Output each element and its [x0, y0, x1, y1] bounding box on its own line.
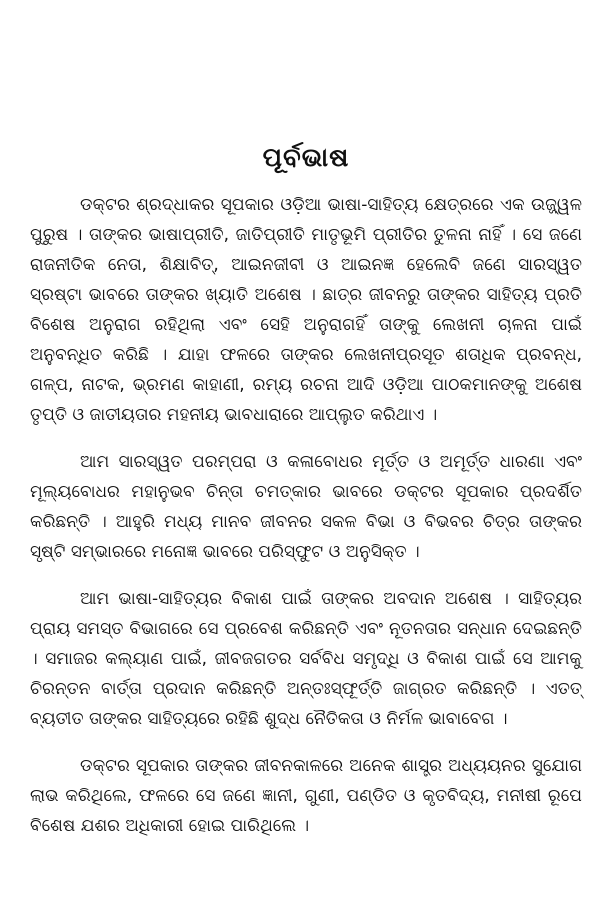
body-text: [30, 190, 582, 841]
paragraph-3: ଆମ ଭାଷା-ସାହିତ୍ୟର ବିକାଶ ପାଇଁ ତାଙ୍କର ଅବଦାନ ଅଶେଷ । ସାହିତ୍ୟର ପ୍ରାୟ ସମସ୍ତ ବିଭାଗରେ ସେ ପ୍ରବେଶ କରିଛନ୍ତି ଏବଂ ନୂତନତାର ସନ୍ଧାନ ଦେଇଛନ୍ତି । ସମାଜର କଲ୍ୟାଣ ପାଇଁ, ଜୀବଜଗତର ସର୍ବବିଧ ସମୃଦ୍ଧି ଓ ବିକାଶ ପାଇଁ ସେ ଆମକୁ ଚିରନ୍ତନ ବାର୍ତ୍ତା ପ୍ରଦାନ କରିଛନ୍ତି ଅନ୍ତଃସ୍ଫୂର୍ତ୍ତି ଜାଗ୍ରତ କରିଛନ୍ତି । ଏତତ୍‌ ବ୍ୟତୀତ ତାଙ୍କର ସାହିତ୍ୟରେ ରହିଛି ଶୁଦ୍ଧ ନୈତିକତା ଓ ନିର୍ମଳ ଭାବାବେଗ ।: [30, 589, 582, 729]
paragraph-2: ଆମ ସାରସ୍ୱତ ପରମ୍ପରା ଓ କଳାବୋଧର ମୂର୍ତ୍ତ ଓ ଅମୂର୍ତ୍ତ ଧାରଣା ଏବଂ ମୂଲ୍ୟବୋଧର ମହାନୁଭବ ଚିନ୍ତା ଚମତ୍କାର ଭାବରେ ଡକ୍ଟର ସୂପକାର ପ୍ରଦର୍ଶିତ କରିଛନ୍ତି । ଆହୁରି ମଧ୍ୟ ମାନବ ଜୀବନର ସକଳ ବିଭା ଓ ବିଭବର ଚିତ୍ର ତାଙ୍କର ସୃଷ୍ଟି ସମ୍ଭାରରେ ମନୋଜ୍ଞ ଭାବରେ ପରିସ୍ଫୁଟ ଓ ଅନୁସିକ୍ତ ।: [30, 452, 582, 562]
paragraph-4: ଡକ୍ଟର ସୂପକାର ତାଙ୍କର ଜୀବନକାଳରେ ଅନେକ ଶାସ୍ତ୍ର ଅଧ୍ୟୟନର ସୁଯୋଗ ଲାଭ କରିଥିଲେ, ଫଳରେ ସେ ଜଣେ ଜ୍ଞାନୀ, ଗୁଣୀ, ପଣ୍ଡିତ ଓ କୃତବିଦ୍ୟ, ମନୀଷୀ ରୂପେ ବିଶେଷ ଯଶର ଅଧିକାରୀ ହୋଇ ପାରିଥିଲେ ।: [30, 756, 582, 836]
page-title: ପୂର୍ବଭାଷ: [262, 143, 350, 173]
paragraph-1: ଡକ୍ଟର ଶ୍ରଦ୍ଧାକର ସୂପକାର ଓଡ଼ିଆ ଭାଷା-ସାହିତ୍ୟ କ୍ଷେତ୍ରରେ ଏକ ଉଜ୍ଜ୍ୱଳ ପୁରୁଷ । ତାଙ୍କର ଭାଷାପ୍ରୀତି, ଜାତିପ୍ରୀତି ମାତୃଭୂମି ପ୍ରୀତିର ତୁଳନା ନାହିଁ । ସେ ଜଣେ ରାଜନୀତିକ ନେତା, ଶିକ୍ଷାବିତ୍‌, ଆଇନଜୀବୀ ଓ ଆଇନଜ୍ଞ ହେଲେବି ଜଣେ ସାରସ୍ୱତ ସ୍ରଷ୍ଟା ଭାବରେ ତାଙ୍କର ଖ୍ୟାତି ଅଶେଷ । ଛାତ୍ର ଜୀବନରୁ ତାଙ୍କର ସାହିତ୍ୟ ପ୍ରତି ବିଶେଷ ଅନୁରାଗ ରହିଥିଲା ଏବଂ ସେହି ଅନୁରାଗହିଁ ତାଙ୍କୁ ଲେଖନୀ ଚାଳନା ପାଇଁ ଅନୁବନ୍ଧିତ କରିଛି । ଯାହା ଫଳରେ ତାଙ୍କର ଲେଖନୀପ୍ରସୂତ ଶତାଧିକ ପ୍ରବନ୍ଧ, ଗଳ୍ପ, ନାଟକ, ଭ୍ରମଣ କାହାଣୀ, ରମ୍ୟ ରଚନା ଆଦି ଓଡ଼ିଆ ପାଠକମାନଙ୍କୁ ଅଶେଷ ତୃପ୍ତି ଓ ଜାତୀୟତାର ମହନୀୟ ଭାବଧାରାରେ ଆପ୍ଲୁତ କରିଥାଏ ।: [30, 195, 582, 425]
